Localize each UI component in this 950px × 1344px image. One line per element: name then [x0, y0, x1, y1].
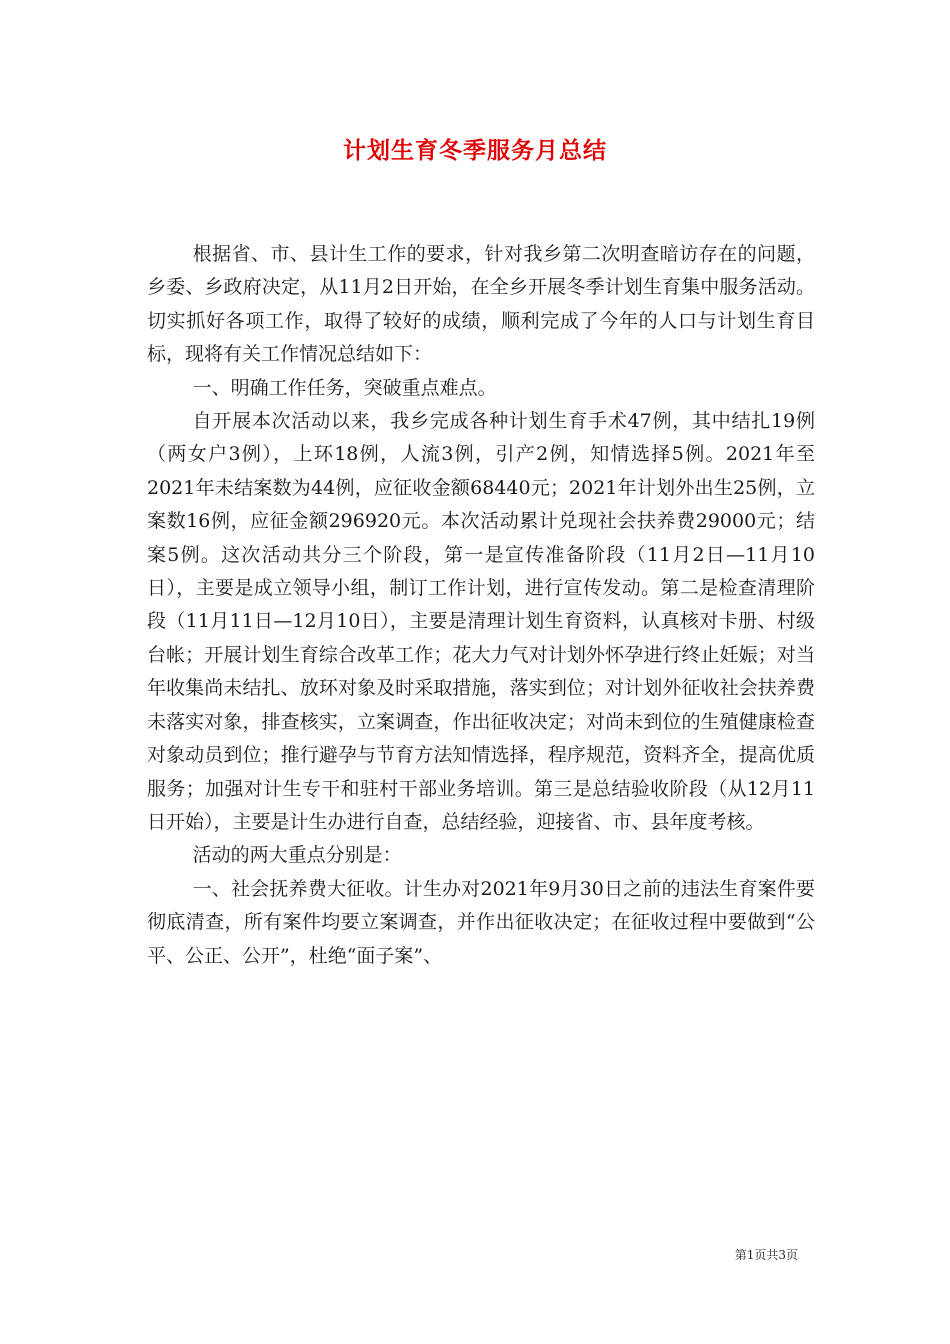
paragraph-fee-collection: 一、社会抚养费大征收。计生办对2021年9月30日之前的违法生育案件要彻底清查，所有案件均要立案调查，并作出征收决定；在征收过程中要做到“公平、公正、公开”，杜绝“面子案”、 — [147, 877, 815, 967]
section-heading-1: 一、明确工作任务，突破重点难点。 — [192, 376, 497, 399]
document-title: 计划生育冬季服务月总结 — [343, 137, 607, 164]
page-number: 第1页共3页 — [734, 1248, 798, 1262]
paragraph-key-points: 活动的两大重点分别是： — [192, 844, 402, 867]
document-body — [147, 238, 815, 973]
paragraph-activity-details: 自开展本次活动以来，我乡完成各种计划生育手术47例，其中结扎19例（两女户3例），上环18例，人流3例，引产2例，知情选择5例。2021年至2021年未结案数为44例，应征收金额68440元；2021年计划外出生25例，立案数16例，应征金额296920元。本次活动累计兑现社会扶养费29000元；结案5例。这次活动共分三个阶段，第一是宣传准备阶段（11月2日—11月10日），主要是成立领导小组，制订工作计划，进行宣传发动。第二是检查清理阶段（11月11日—12月10日），主要是清理计划生育资料，认真核对卡册、村级台帐；开展计划生育综合改革工作；花大力气对计划外怀孕进行终止妊娠；对当年收集尚未结扎、放环对象及时采取措施，落实到位；对计划外征收社会扶养费未落实对象，排查核实，立案调查，作出征收决定；对尚未到位的生殖健康检查对象动员到位；推行避孕与节育方法知情选择，程序规范，资料齐全，提高优质服务；加强对计生专干和驻村干部业务培训。第三是总结验收阶段（从12月11日开始），主要是计生办进行自查，总结经验，迎接省、市、县年度考核。 — [147, 410, 815, 833]
paragraph-intro: 根据省、市、县计生工作的要求，针对我乡第二次明查暗访存在的问题，乡委、乡政府决定，从11月2日开始，在全乡开展冬季计划生育集中服务活动。切实抓好各项工作，取得了较好的成绩，顺利完成了今年的人口与计划生育目标，现将有关工作情况总结如下： — [147, 243, 815, 366]
